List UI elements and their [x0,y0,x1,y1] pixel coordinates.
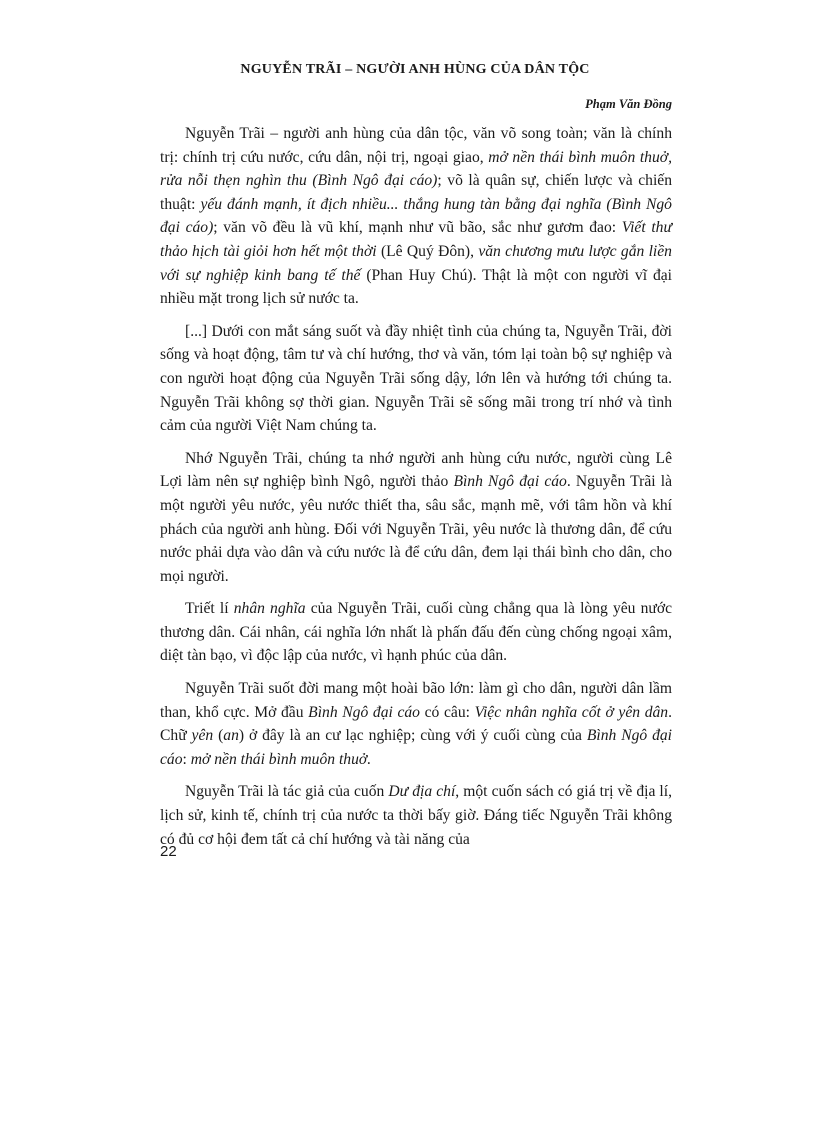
page-number: 22 [160,843,177,860]
italic-text: mở nền thái bình muôn thuở. [190,750,372,768]
italic-text: Việc nhân nghĩa cốt ở yên dân [474,703,669,721]
italic-text: yếu đánh mạnh, ít địch nhiều... thắng hung tàn bằng đại nghĩa (Bình Ngô đại cáo) [160,195,672,237]
italic-text: mở nền thái bình muôn thuở, rửa nỗi thẹn nghìn thu (Bình Ngô đại cáo) [160,148,672,190]
article-body [160,122,672,851]
italic-text: nhân nghĩa [233,600,306,618]
article-title: NGUYỄN TRÃI – NGƯỜI ANH HÙNG CỦA DÂN TỘC [240,62,590,77]
paragraph-1: Nguyễn Trãi – người anh hùng của dân tộc, văn võ song toàn; văn là chính trị: chính trị cứu nước, cứu dân, nội trị, ngoại giao, mở nền thái bình muôn thuở, rửa nỗi thẹn nghìn thu (Bình Ngô đại cáo); võ là quân sự, chiến lược và chiến thuật: yếu đánh mạnh, ít địch nhiều... thắng hung tàn bằng đại nghĩa (Bình Ngô đại cáo); văn võ đều là vũ khí, mạnh như vũ bão, sắc như gươm đao: Viết thư thảo hịch tài giỏi hơn hết một thời (Lê Quý Đôn), văn chương mưu lược gắn liền với sự nghiệp kinh bang tế thế (Phan Huy Chú). Thật là một con người vĩ đại nhiều mặt trong lịch sử nước ta. [160,125,672,308]
paragraph-3: Nhớ Nguyễn Trãi, chúng ta nhớ người anh hùng cứu nước, người cùng Lê Lợi làm nên sự nghiệp bình Ngô, người thảo Bình Ngô đại cáo. Nguyễn Trãi là một người yêu nước, yêu nước thiết tha, sâu sắc, mạnh mẽ, với tâm hồn và khí phách của người anh hùng. Đối với Nguyễn Trãi, yêu nước là thương dân, để cứu nước phải dựa vào dân và cứu nước là để cứu dân, đem lại thái bình cho dân, cho mọi người. [160,449,673,585]
paragraph-5: Nguyễn Trãi suốt đời mang một hoài bão lớn: làm gì cho dân, người dân lầm than, khổ cực. Mở đầu Bình Ngô đại cáo có câu: Việc nhân nghĩa cốt ở yên dân. Chữ yên (an) ở đây là an cư lạc nghiệp; cùng với ý cuối cùng của Bình Ngô đại cáo: mở nền thái bình muôn thuở. [160,680,673,768]
paragraph-2: [...] Dưới con mắt sáng suốt và đầy nhiệt tình của chúng ta, Nguyễn Trãi, đời sống và hoạt động, tâm tư và chí hướng, thơ và văn, tóm lại toàn bộ sự nghiệp và con người hoạt động của Nguyễn Trãi sống dậy, lớn lên và hướng tới chúng ta. Nguyễn Trãi không sợ thời gian. Nguyễn Trãi sẽ sống mãi trong trí nhớ và tình cảm của người Việt Nam chúng ta. [160,322,672,435]
paragraph-4: Triết lí nhân nghĩa của Nguyễn Trãi, cuối cùng chẳng qua là lòng yêu nước thương dân. Cái nhân, cái nghĩa lớn nhất là phấn đấu đến cùng chống ngoại xâm, diệt tàn bạo, vì độc lập của nước, vì hạnh phúc của dân. [160,600,673,665]
article-author: Phạm Văn Đồng [585,97,672,111]
italic-text: yên [191,727,214,745]
italic-text: Bình Ngô đại cáo [160,727,673,768]
italic-text: Bình Ngô đại cáo [453,473,567,491]
italic-text: văn chương mưu lược gắn liền với sự nghiệp kinh bang tế thế [160,242,672,284]
italic-text: Dư địa chí [388,783,456,801]
paragraph-6: Nguyễn Trãi là tác giả của cuốn Dư địa chí, một cuốn sách có giá trị về địa lí, lịch sử, kinh tế, chính trị của nước ta thời bấy giờ. Đáng tiếc Nguyễn Trãi không có đủ cơ hội đem tất cả chí hướng và tài năng của [160,783,672,848]
italic-text: Viết thư thảo hịch tài giỏi hơn hết một thời [160,219,672,260]
italic-text: an [223,727,239,745]
italic-text: Bình Ngô đại cáo [308,703,420,721]
